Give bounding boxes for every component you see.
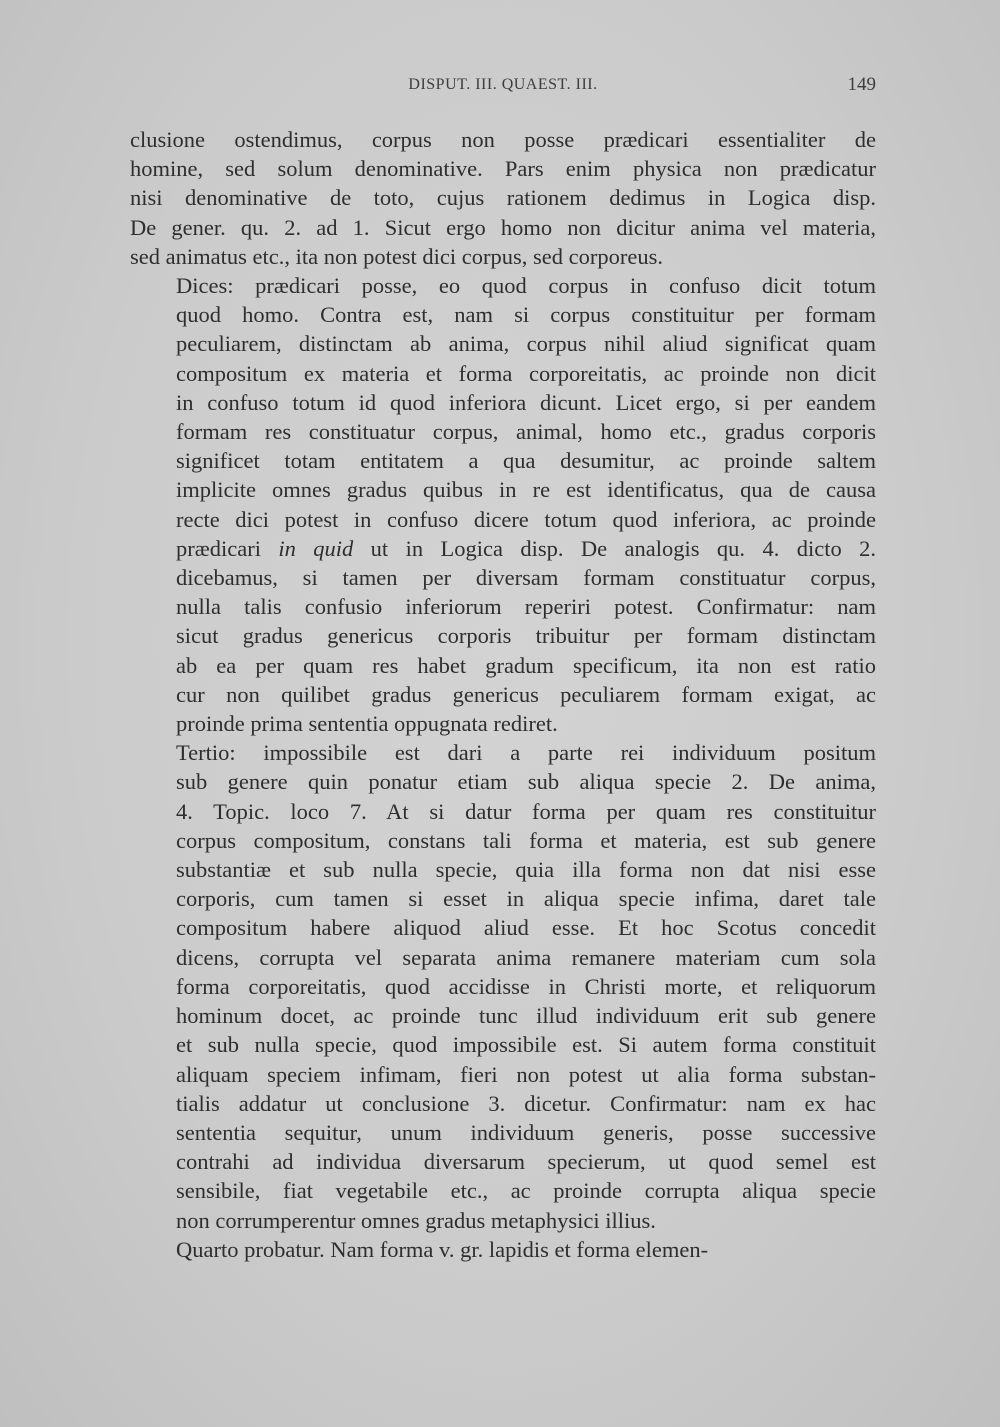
text-line: Tertio: impossibile est dari a parte rei individuum positum <box>176 740 876 766</box>
text-line: formam res constituatur corpus, animal, homo etc., gradus corporis <box>176 419 876 445</box>
text-line: implicite omnes gradus quibus in re est identificatus, qua de causa <box>176 477 876 503</box>
page-header <box>130 76 876 100</box>
text-line: non corrumperentur omnes gradus metaphysici illius. <box>176 1207 656 1233</box>
text-line: dicens, corrupta vel separata anima remanere materiam cum sola <box>176 944 876 970</box>
text-line: corporis, cum tamen si esset in aliqua specie infima, daret tale <box>176 886 876 912</box>
text-line: nisi denominative de toto, cujus rationem dedimus in Logica disp. <box>130 185 876 211</box>
text-line: substantiæ et sub nulla specie, quia illa forma non dat nisi esse <box>176 857 876 883</box>
text-line: et sub nulla specie, quod impossibile est. Si autem forma constituit <box>176 1032 876 1058</box>
paragraph <box>130 271 876 738</box>
text-line: prædicari in quid ut in Logica disp. De analogis qu. 4. dicto 2. <box>176 535 876 561</box>
text-line: quod homo. Contra est, nam si corpus constituitur per formam <box>176 302 876 328</box>
paragraph <box>130 125 876 271</box>
text-line: sed animatus etc., ita non potest dici corpus, sed corporeus. <box>130 243 663 269</box>
text-line: recte dici potest in confuso dicere totum quod inferiora, ac proinde <box>176 506 876 532</box>
text-line: homine, sed solum denominative. Pars enim physica non prædicatur <box>130 156 876 182</box>
text-line: proinde prima sententia oppugnata rediret. <box>176 711 558 737</box>
text-line: ab ea per quam res habet gradum specificum, ita non est ratio <box>176 652 876 678</box>
text-line: compositum ex materia et forma corporeitatis, ac proinde non dicit <box>176 360 876 386</box>
text-line: tialis addatur ut conclusione 3. dicetur. Confirmatur: nam ex hac <box>176 1090 876 1116</box>
text-line: peculiarem, distinctam ab anima, corpus nihil aliud significat quam <box>176 331 876 357</box>
text-line: De gener. qu. 2. ad 1. Sicut ergo homo non dicitur anima vel materia, <box>130 214 876 240</box>
text-line: in confuso totum id quod inferiora dicunt. Licet ergo, si per eandem <box>176 389 876 415</box>
text-line: forma corporeitatis, quod accidisse in Christi morte, et reliquorum <box>176 973 876 999</box>
text-line: Quarto probatur. Nam forma v. gr. lapidis et forma elemen- <box>176 1236 709 1262</box>
paragraph <box>130 738 876 1234</box>
paragraph <box>130 1235 876 1264</box>
text-line: sensibile, fiat vegetabile etc., ac proinde corrupta aliqua specie <box>176 1178 876 1204</box>
text-line: compositum habere aliquod aliud esse. Et hoc Scotus concedit <box>176 915 876 941</box>
text-line: cur non quilibet gradus genericus peculiarem formam exigat, ac <box>176 681 876 707</box>
text-line: hominum docet, ac proinde tunc illud individuum erit sub genere <box>176 1003 876 1029</box>
italic-phrase: in quid <box>278 535 354 561</box>
text-line: 4. Topic. loco 7. At si datur forma per quam res constituitur <box>176 798 876 824</box>
running-head: DISPUT. III. QUAEST. III. <box>408 76 598 93</box>
text-line: corpus compositum, constans tali forma et materia, est sub genere <box>176 827 876 853</box>
text-line: clusione ostendimus, corpus non posse prædicari essentialiter de <box>130 127 876 152</box>
text-line: Dices: prædicari posse, eo quod corpus in confuso dicit totum <box>176 273 876 299</box>
text-line: nulla talis confusio inferiorum reperiri potest. Confirmatur: nam <box>176 594 876 620</box>
page-number: 149 <box>847 74 876 95</box>
body-text <box>130 125 876 1264</box>
text-line: contrahi ad individua diversarum specierum, ut quod semel est <box>176 1149 876 1175</box>
text-line: sententia sequitur, unum individuum generis, posse successive <box>176 1119 876 1145</box>
text-line: sub genere quin ponatur etiam sub aliqua specie 2. De anima, <box>176 769 876 795</box>
text-line: dicebamus, si tamen per diversam formam constituatur corpus, <box>176 565 876 591</box>
text-line: significet totam entitatem a qua desumitur, ac proinde saltem <box>176 448 876 474</box>
text-line: aliquam speciem infimam, fieri non potest ut alia forma substan- <box>176 1061 876 1087</box>
text-line: sicut gradus genericus corporis tribuitur per formam distinctam <box>176 623 876 649</box>
